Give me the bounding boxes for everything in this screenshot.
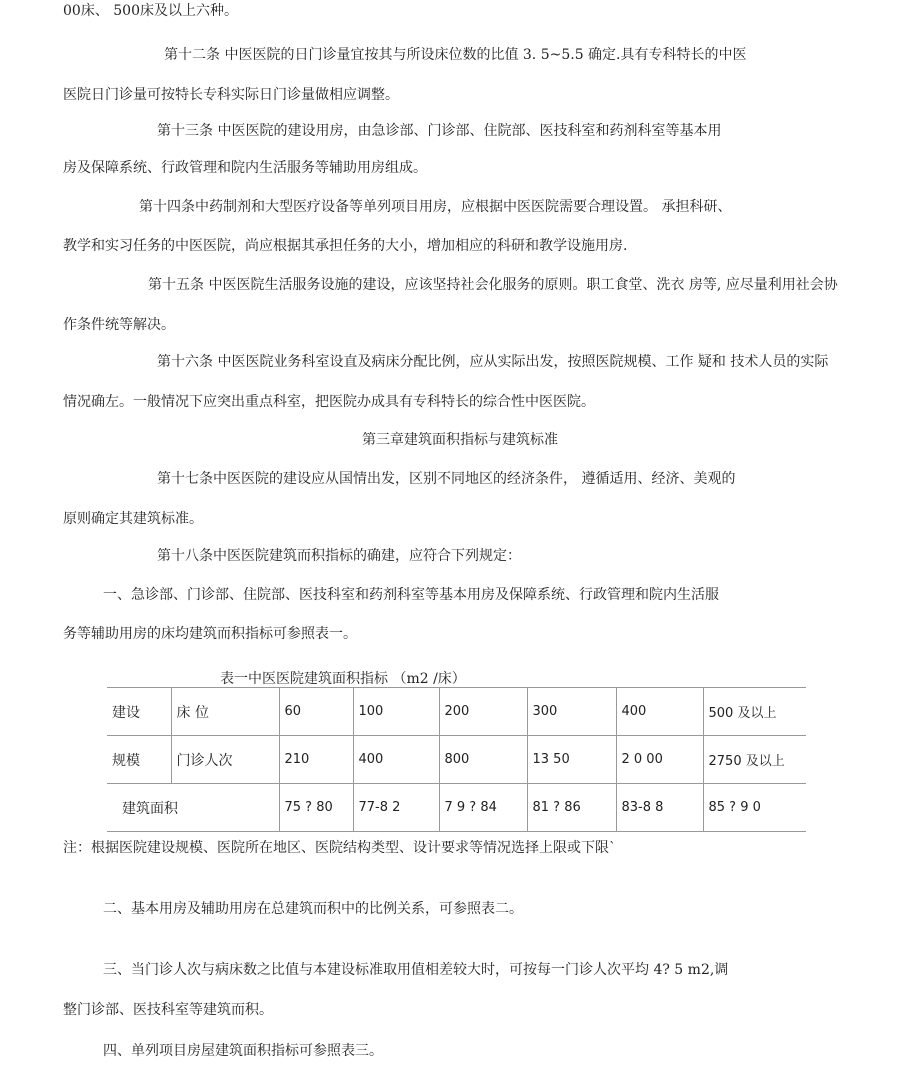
table-cell: 2 0 00 <box>616 736 703 784</box>
table-cell: 85 ? 9 0 <box>703 784 806 832</box>
table-cell: 300 <box>527 688 616 736</box>
table-row <box>107 736 806 784</box>
table-cell: 100 <box>353 688 439 736</box>
paragraph-line: 二、基本用房及辅助用房在总建筑而积中的比例关系，可参照表二。 <box>103 901 523 917</box>
table-cell: 210 <box>279 736 353 784</box>
paragraph-line: 第十二条 中医医院的日门诊量宜按其与所设床位数的比值 3. 5~5.5 确定.具有专科特长的中医 <box>164 47 747 63</box>
table-cell: 7 9 ? 84 <box>439 784 527 832</box>
paragraph-line: 房及保障系统、行政管理和院内生活服务等辅助用房组成。 <box>63 160 427 176</box>
visits-label: 门诊人次 <box>171 736 279 784</box>
table-row <box>107 784 806 832</box>
scale-label-bottom: 规模 <box>112 752 140 769</box>
table-caption: 表一中医医院建筑面积指标 （m2 /床） <box>220 671 466 687</box>
paragraph-line: 作条件统等解决。 <box>63 317 175 333</box>
table-cell: 60 <box>279 688 353 736</box>
table-cell: 81 ? 86 <box>527 784 616 832</box>
paragraph-line: 四、单列项目房屋建筑面积指标可参照表三。 <box>103 1043 383 1059</box>
paragraph-line: 第十七条中医医院的建设应从国情出发，区别不同地区的经济条件， 遵循适用、经济、美观的 <box>157 471 736 487</box>
table-cell: 400 <box>616 688 703 736</box>
paragraph-line: 第十三条 中医医院的建设用房，由急诊部、门诊部、住院部、医技科室和药剂科室等基本用 <box>157 123 722 139</box>
table-row <box>107 688 806 736</box>
paragraph-line: 医院日门诊量可按特长专科实际日门诊量做相应调整。 <box>63 87 399 103</box>
paragraph-line: 一、急诊部、门诊部、住院部、医技科室和药剂科室等基本用房及保障系统、行政管理和院内生活服 <box>103 587 719 603</box>
beds-label: 床 位 <box>171 688 279 736</box>
paragraph-line: 务等辅助用房的床均建筑而积指标可参照表一。 <box>63 626 357 642</box>
table-cell: 77-8 2 <box>353 784 439 832</box>
table-cell: 75 ? 80 <box>279 784 353 832</box>
paragraph-line: 情况确左。一般情况下应突出重点科室，把医院办成具有专科特长的综合性中医医院。 <box>63 394 595 410</box>
paragraph-line: 第十六条 中医医院业务科室设直及病床分配比例，应从实际出发，按照医院规模、工作 疑和 技术人员的实际 <box>157 354 829 370</box>
paragraph-line: 三、当门诊人次与病床数之比值与本建设标准取用值相差较大时，可按每一门诊人次平均 4? 5 m2,调 <box>103 962 729 978</box>
paragraph-line: 第十五条 中医医院生活服务设施的建设，应该坚持社会化服务的原则。职工食堂、洗衣 房等, 应尽量利用社会协 <box>148 277 838 293</box>
table-cell: 83-8 8 <box>616 784 703 832</box>
table-cell: 500 及以上 <box>703 688 806 736</box>
area-label: 建筑面积 <box>107 784 279 832</box>
paragraph-line: 整门诊部、医技科室等建筑而积。 <box>63 1002 273 1018</box>
table-cell: 2750 及以上 <box>703 736 806 784</box>
table-cell: 800 <box>439 736 527 784</box>
paragraph-line: 00床、 500床及以上六种。 <box>63 3 238 19</box>
paragraph-line: 教学和实习任务的中医医院，尚应根据其承担任务的大小，增加相应的科研和教学设施用房. <box>63 238 628 254</box>
table-cell: 13 50 <box>527 736 616 784</box>
paragraph-line: 原则确定其建筑标准。 <box>63 511 203 527</box>
scale-label-top: 建设 <box>107 688 171 736</box>
chapter-heading: 第三章建筑面积指标与建筑标准 <box>362 432 558 448</box>
table-note: 注：根据医院建设规模、医院所在地区、医院结构类型、设计要求等情况选择上限或下限` <box>63 840 616 856</box>
building-area-table <box>107 687 806 832</box>
table-cell: 400 <box>353 736 439 784</box>
table-cell: 200 <box>439 688 527 736</box>
paragraph-line: 第十四条中药制剂和大型医疗设备等单列项目用房，应根据中医医院需要合理设置。 承担科研、 <box>139 199 732 215</box>
paragraph-line: 第十八条中医医院建筑而积指标的确建，应符合下列规定： <box>157 548 521 564</box>
